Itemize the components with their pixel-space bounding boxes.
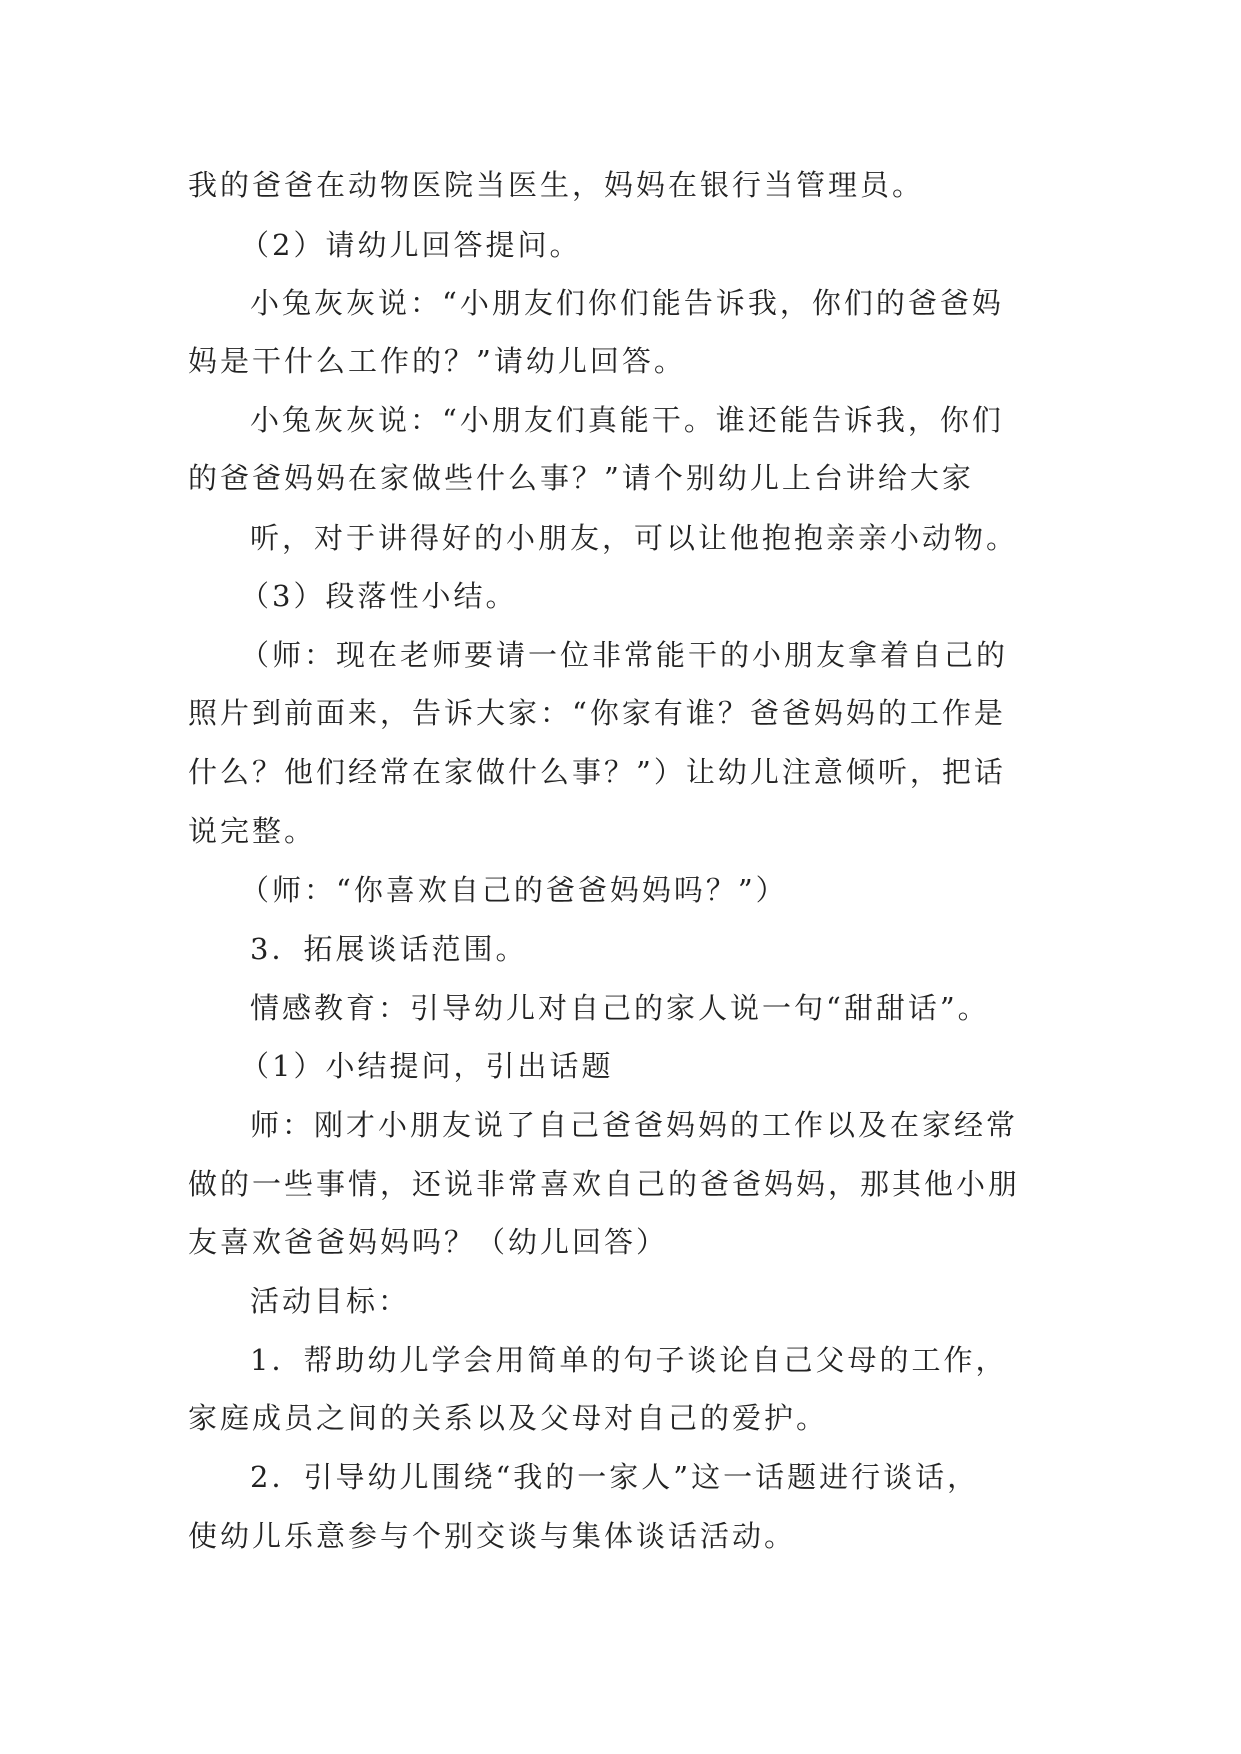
text-line: 我的爸爸在动物医院当医生，妈妈在银行当管理员。 xyxy=(188,168,925,202)
text-line: 的爸爸妈妈在家做些什么事？”请个别幼儿上台讲给大家 xyxy=(188,461,974,495)
text-line: 听，对于讲得好的小朋友，可以让他抱抱亲亲小动物。 xyxy=(250,521,1019,555)
text-line: 友喜欢爸爸妈妈吗？（幼儿回答） xyxy=(188,1225,669,1259)
text-line: 3．拓展谈话范围。 xyxy=(250,932,528,966)
text-line: 做的一些事情，还说非常喜欢自己的爸爸妈妈，那其他小朋 xyxy=(188,1167,1021,1201)
text-line: （3）段落性小结。 xyxy=(240,579,518,613)
text-line: 妈是干什么工作的？”请幼儿回答。 xyxy=(188,344,686,378)
text-line: （师：现在老师要请一位非常能干的小朋友拿着自己的 xyxy=(240,638,1009,672)
text-line: （师：“你喜欢自己的爸爸妈妈吗？”） xyxy=(240,873,788,907)
text-line: 小兔灰灰说：“小朋友们真能干。谁还能告诉我，你们 xyxy=(250,403,1004,437)
text-line: 说完整。 xyxy=(188,814,317,848)
text-line: （1）小结提问，引出话题 xyxy=(240,1049,614,1083)
text-line: 家庭成员之间的关系以及父母对自己的爱护。 xyxy=(188,1401,829,1435)
text-line: 师：刚才小朋友说了自己爸爸妈妈的工作以及在家经常 xyxy=(250,1108,1019,1142)
text-line: （2）请幼儿回答提问。 xyxy=(240,228,582,262)
text-line: 小兔灰灰说：“小朋友们你们能告诉我，你们的爸爸妈 xyxy=(250,286,1004,320)
text-line: 1．帮助幼儿学会用简单的句子谈论自己父母的工作， xyxy=(250,1343,1008,1377)
text-line: 照片到前面来，告诉大家：“你家有谁？爸爸妈妈的工作是 xyxy=(188,696,1006,730)
text-line: 什么？他们经常在家做什么事？”）让幼儿注意倾听，把话 xyxy=(188,755,1006,789)
text-line: 使幼儿乐意参与个别交谈与集体谈话活动。 xyxy=(188,1519,797,1553)
text-line: 2．引导幼儿围绕“我的一家人”这一话题进行谈话， xyxy=(250,1460,980,1494)
text-line: 情感教育：引导幼儿对自己的家人说一句“甜甜话”。 xyxy=(250,991,990,1025)
text-line: 活动目标： xyxy=(250,1284,411,1318)
